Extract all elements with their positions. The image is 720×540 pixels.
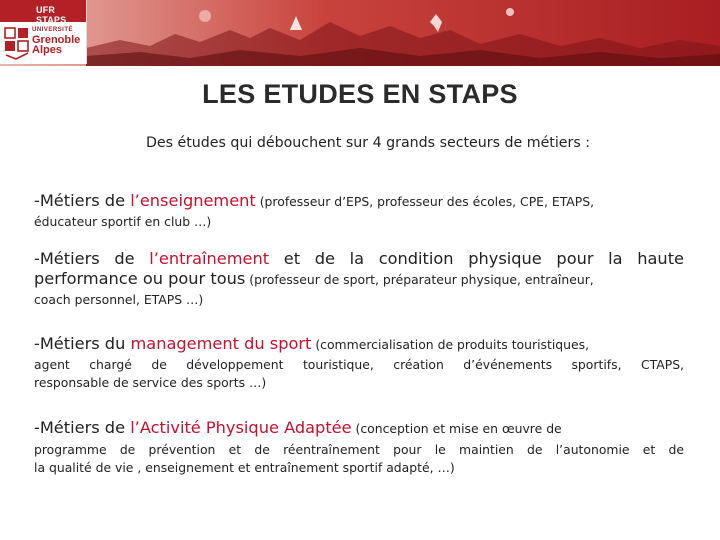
- sector-details-continued: coach personnel, ETAPS …): [34, 292, 204, 307]
- sector-line: [34, 269, 684, 288]
- sector-highlight: l’Activité Physique Adaptée: [130, 418, 352, 437]
- sector-suffix-continued: performance ou pour tous: [34, 269, 246, 288]
- sector-prefix: -Métiers de: [34, 418, 131, 437]
- sector-prefix: -Métiers de: [34, 191, 131, 210]
- sector-highlight: l’enseignement: [130, 191, 256, 210]
- sector-adapted-activity: [34, 418, 684, 475]
- sector-line: [34, 191, 684, 210]
- sector-teaching: [34, 191, 684, 229]
- logo-wordmark: [32, 25, 86, 55]
- sector-highlight: management du sport: [130, 334, 312, 353]
- sector-details-continued: responsable de service des sports …): [34, 375, 267, 390]
- sector-line: [34, 418, 684, 437]
- page-title: LES ETUDES EN STAPS: [202, 79, 518, 109]
- banner-landscape-illustration: [0, 0, 720, 66]
- ufr-staps-logo: [0, 0, 87, 64]
- header-banner: [0, 0, 720, 66]
- sector-details: (professeur de sport, préparateur physique, entraîneur,: [245, 272, 594, 287]
- logo-line-grenoble: Grenoble: [32, 34, 81, 46]
- sector-management: [34, 334, 684, 390]
- sector-line: [34, 334, 684, 353]
- university-logo-icon: [4, 26, 30, 60]
- sector-highlight: l’entraînement: [149, 249, 270, 268]
- sector-details-continued: agent chargé de développement touristique, création d’événements sportifs, CTAPS,: [34, 357, 684, 372]
- sector-training: [34, 249, 684, 307]
- logo-tag: UFR STAPS: [36, 5, 67, 25]
- logo-line-universite: UNIVERSITÉ: [32, 27, 74, 33]
- intro-text: Des études qui débouchent sur 4 grands secteurs de métiers :: [145, 135, 591, 151]
- sector-details: (professeur d’EPS, professeur des écoles, CPE, ETAPS,: [255, 194, 595, 209]
- logo-tag-bar: [0, 0, 86, 25]
- sector-details-continued: programme de prévention et de réentraînement pour le maintien de l’autonomie et de: [34, 442, 684, 457]
- sector-suffix: et de la condition physique pour la haute: [269, 249, 684, 268]
- sector-details: (conception et mise en œuvre de: [351, 421, 562, 436]
- logo-line-alpes: Alpes: [32, 44, 62, 56]
- sector-prefix: -Métiers du: [34, 334, 131, 353]
- sector-details-continued: éducateur sportif en club …): [34, 214, 212, 229]
- sector-details: (commercialisation de produits touristiques,: [311, 337, 590, 352]
- sector-prefix: -Métiers de: [34, 249, 150, 268]
- sector-details-continued: la qualité de vie , enseignement et entraînement sportif adapté, …): [34, 460, 455, 475]
- sector-line: [34, 249, 684, 268]
